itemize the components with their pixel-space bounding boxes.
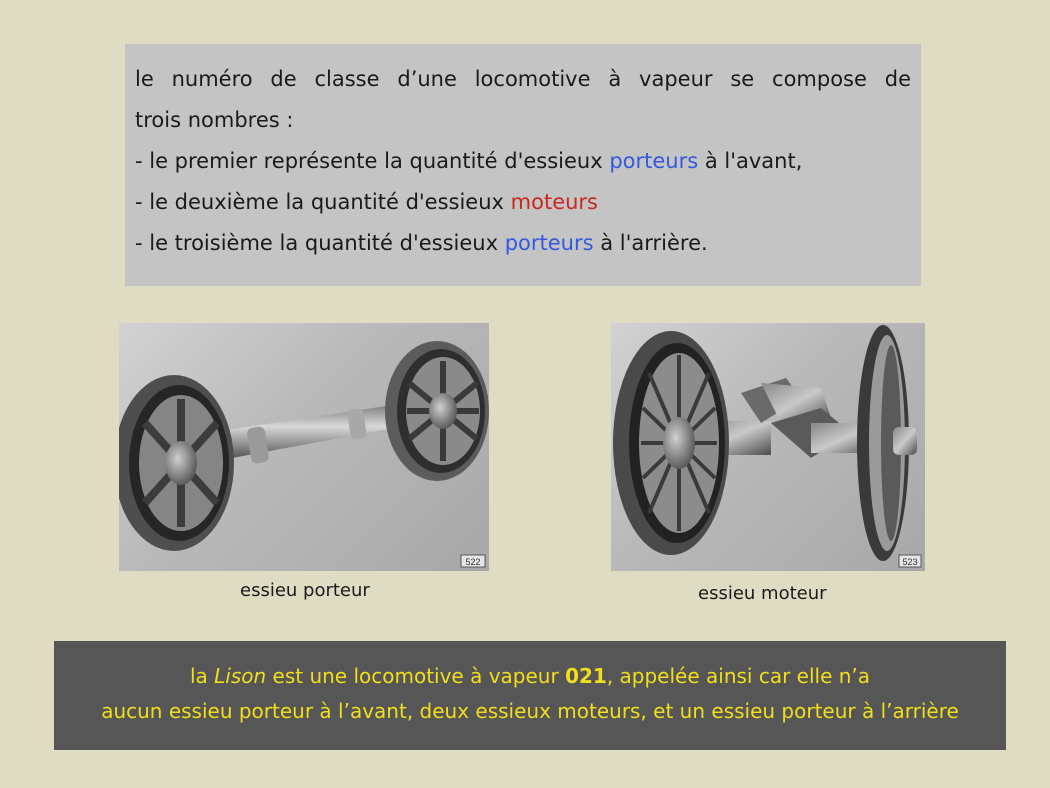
class-number: 021 — [565, 664, 607, 688]
summary-box — [54, 641, 1006, 750]
photo-stamp-right: 523 — [902, 557, 918, 567]
photo-stamp-left: 522 — [465, 557, 481, 567]
summary-text-post: , appelée ainsi car elle n’a — [606, 664, 871, 688]
intro-item-rear-end: à l'arrière. — [593, 231, 708, 255]
locomotive-name: Lison — [214, 664, 267, 688]
porteurs-highlight: porteurs — [609, 149, 699, 173]
porteurs-highlight-rear: porteurs — [504, 231, 594, 255]
intro-item-front-end: à l'avant, — [698, 149, 803, 173]
carrying-axle-illustration — [119, 323, 489, 571]
intro-line-1: le numéro de classe d’une locomotive à vapeur se compose de — [135, 67, 911, 91]
intro-item-rear-text: - le troisième la quantité d'essieux — [135, 231, 505, 255]
summary-text-mid: est une locomotive à vapeur — [266, 664, 566, 688]
intro-line-2: trois nombres : — [135, 108, 294, 132]
caption-driving-axle: essieu moteur — [698, 583, 827, 604]
caption-carrying-axle: essieu porteur — [240, 580, 370, 601]
carrying-axle-photo — [119, 323, 489, 571]
moteurs-highlight: moteurs — [510, 190, 598, 214]
summary-line-1 — [54, 659, 1006, 694]
driving-axle-photo — [611, 323, 925, 571]
intro-item-front — [135, 141, 911, 182]
intro-item-middle — [135, 182, 911, 223]
intro-item-rear — [135, 223, 911, 264]
driving-axle-illustration — [611, 323, 925, 571]
intro-item-front-text: - le premier représente la quantité d'essieux — [135, 149, 610, 173]
summary-line-2: aucun essieu porteur à l’avant, deux essieux moteurs, et un essieu porteur à l’arrière — [101, 699, 959, 723]
intro-box — [125, 44, 921, 286]
summary-text-pre: la — [189, 664, 215, 688]
intro-item-middle-text: - le deuxième la quantité d'essieux — [135, 190, 511, 214]
